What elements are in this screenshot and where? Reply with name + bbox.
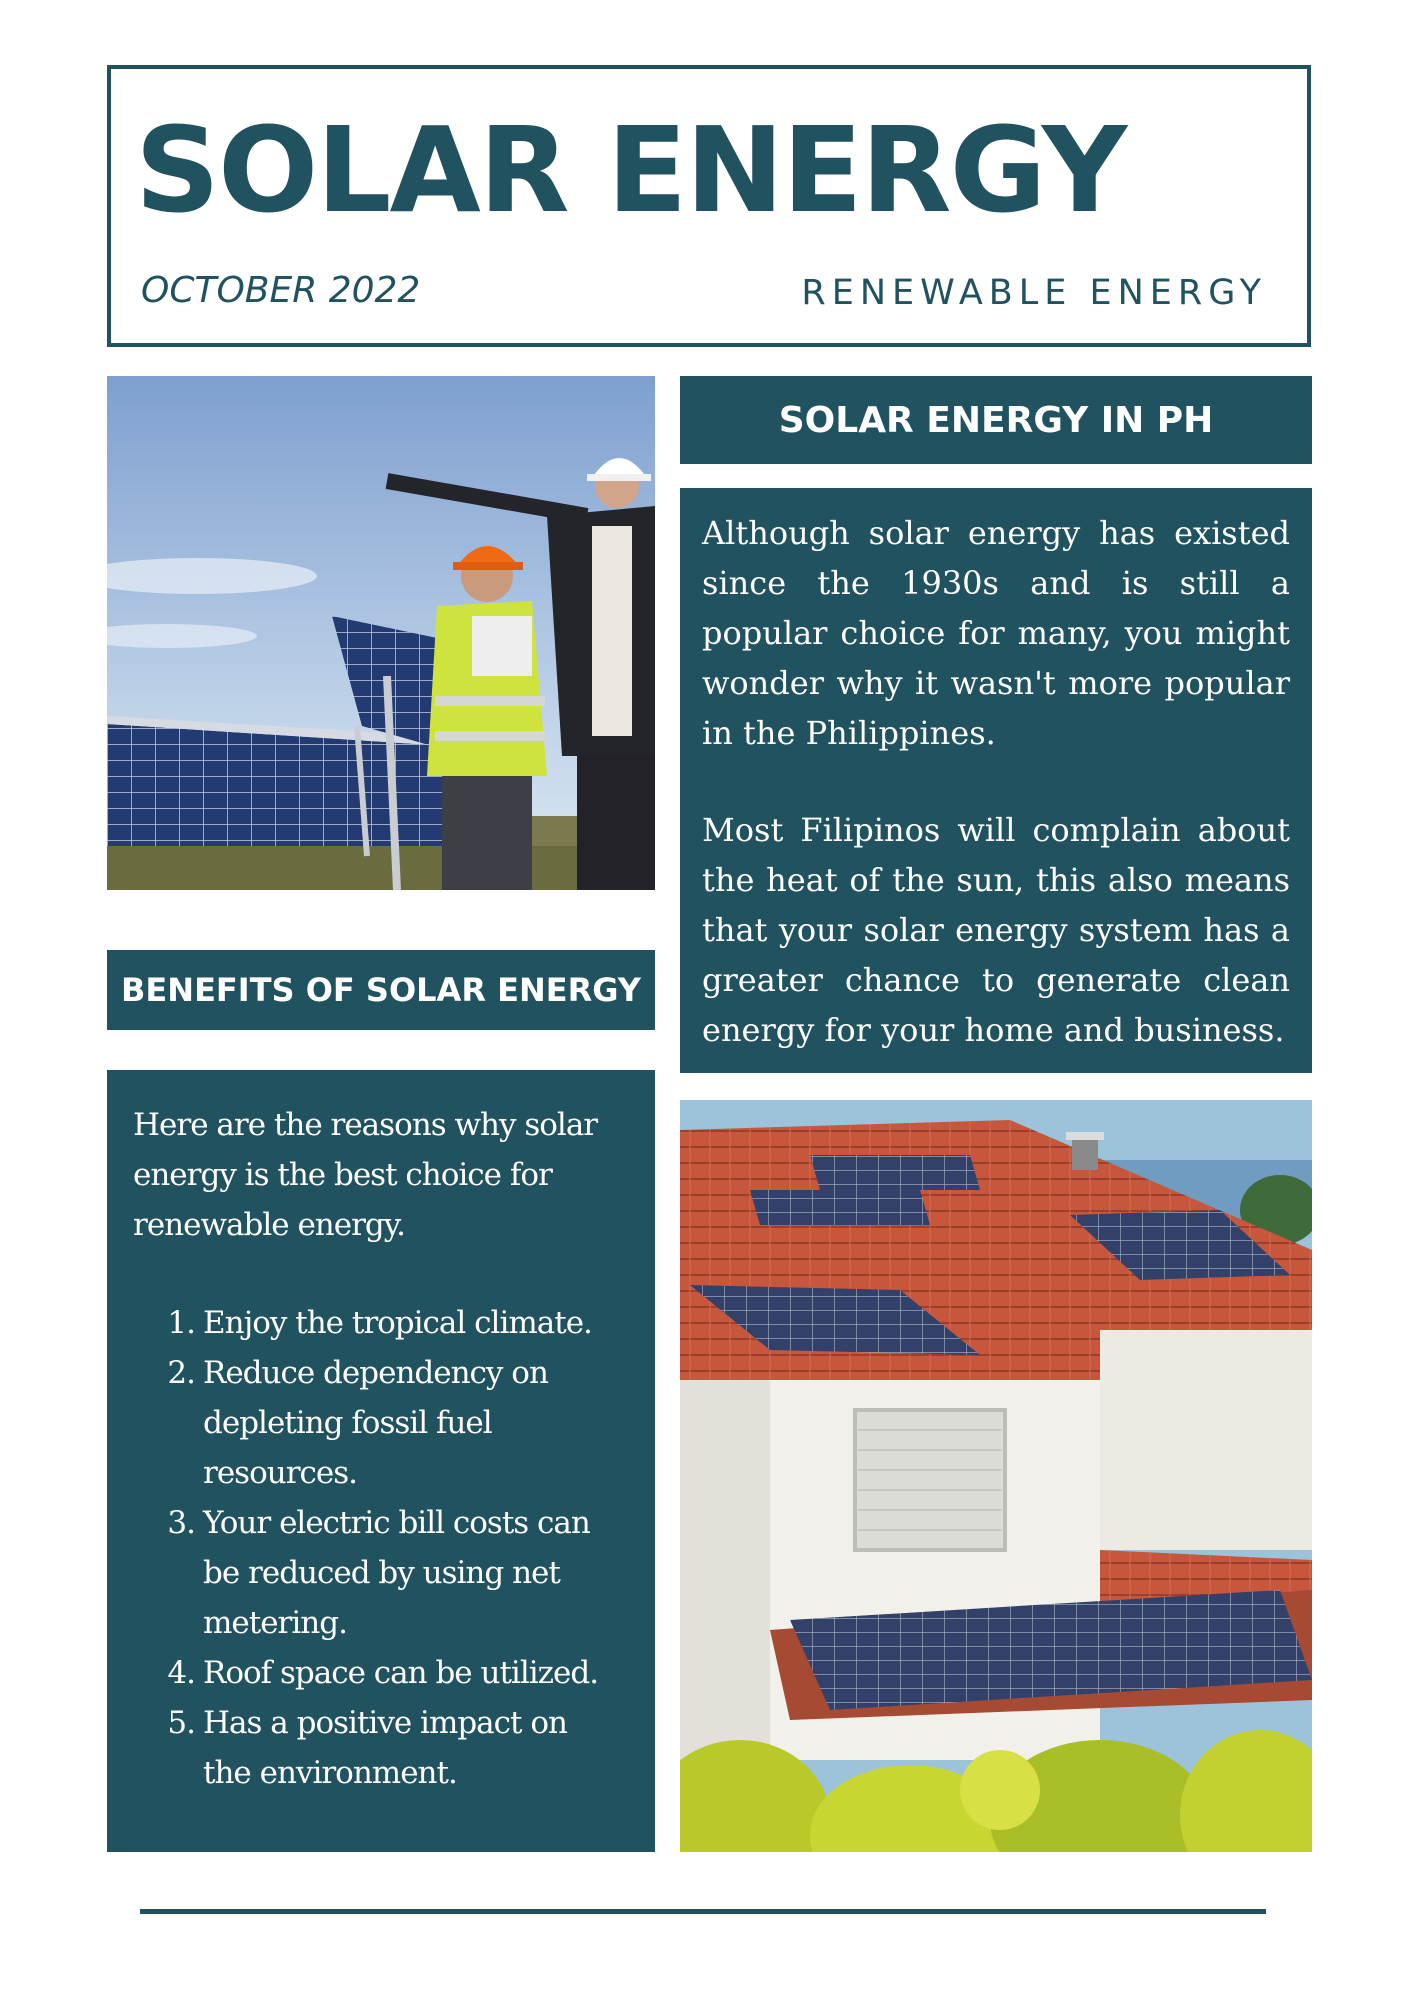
list-item-number: 1. <box>167 1305 195 1341</box>
list-item-number: 4. <box>167 1655 195 1691</box>
list-item <box>167 1648 637 1698</box>
benefits-section-panel <box>107 1070 655 1852</box>
rooftop-solar-house-photo <box>680 1100 1312 1852</box>
list-item-text: Your electric bill costs can be reduced by using net metering. <box>203 1505 590 1641</box>
ph-section-heading: SOLAR ENERGY IN PH <box>680 376 1312 464</box>
benefits-intro: Here are the reasons why solar energy is the best choice for renewable energy. <box>133 1107 598 1243</box>
masthead-tagline: RENEWABLE ENERGY <box>801 273 1267 313</box>
list-item-number: 2. <box>167 1355 195 1391</box>
footer-divider <box>140 1909 1266 1914</box>
list-item <box>167 1498 637 1648</box>
list-item-number: 5. <box>167 1705 195 1741</box>
ph-section-panel <box>680 488 1312 1073</box>
issue-date: OCTOBER 2022 <box>141 270 421 311</box>
benefits-section-heading: BENEFITS OF SOLAR ENERGY <box>107 950 655 1030</box>
list-item-text: Has a positive impact on the environment. <box>203 1705 567 1791</box>
ph-paragraph-2: Most Filipinos will complain about the heat of the sun, this also means that your solar energy system has a greater chance to generate clean energy for your home and business. <box>702 811 1290 1049</box>
list-item <box>167 1698 637 1798</box>
list-item <box>167 1348 637 1498</box>
benefits-list <box>167 1298 637 1798</box>
list-item-text: Enjoy the tropical climate. <box>203 1305 592 1341</box>
list-item-text: Roof space can be utilized. <box>203 1655 599 1691</box>
page-title: SOLAR ENERGY <box>135 101 1126 239</box>
engineers-solar-farm-photo <box>107 376 655 890</box>
ph-paragraph-1: Although solar energy has existed since the 1930s and is still a popular choice for many, you might wonder why it wasn't more popular in the Philippines. <box>702 514 1290 752</box>
masthead <box>107 65 1311 347</box>
list-item-text: Reduce dependency on depleting fossil fuel resources. <box>203 1355 548 1491</box>
list-item-number: 3. <box>167 1505 195 1541</box>
list-item <box>167 1298 637 1348</box>
